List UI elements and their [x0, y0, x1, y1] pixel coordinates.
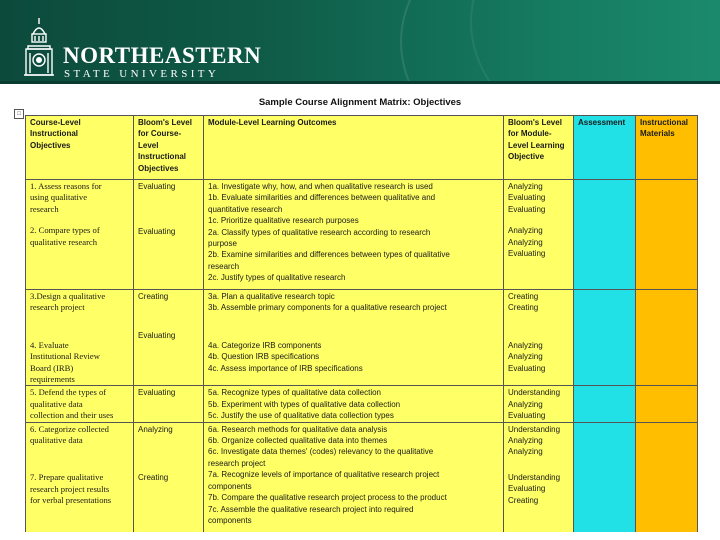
module-outcomes-cell: 5a. Recognize types of qualitative data collection 5b. Experiment with types of qualitative data collection 5c. Justify the use of qualitative data collection types: [204, 386, 504, 422]
bloom-course-cell: Evaluating: [134, 386, 204, 422]
bloom-module-cell: Creating Creating Analyzing Analyzing Evaluating: [504, 290, 574, 386]
document-title: Sample Course Alignment Matrix: Objectives: [258, 97, 462, 108]
header-instructional-materials: Instructional Materials: [636, 116, 698, 180]
assessment-cell[interactable]: [574, 422, 636, 532]
university-name: NORTHEASTERN: [63, 43, 262, 68]
materials-cell[interactable]: [636, 180, 698, 290]
table-row: [26, 180, 698, 290]
alignment-matrix-table: [25, 115, 698, 533]
assessment-cell[interactable]: [574, 180, 636, 290]
university-banner: [0, 0, 720, 84]
module-outcomes-cell: 6a. Research methods for qualitative data analysis 6b. Organize collected qualitative data into themes 6c. Investigate data themes' (codes) relevancy to the qualitative research project 7a. Recognize levels of importance of qualitative research project components 7b. Compare the qualitative research project process to the product 7c. Assemble the qualitative research project into required components: [204, 422, 504, 532]
bloom-module-cell: Analyzing Evaluating Evaluating Analyzing Analyzing Evaluating: [504, 180, 574, 290]
bloom-course-cell: Evaluating Evaluating: [134, 180, 204, 290]
slide-bottom-margin: [0, 532, 720, 540]
materials-cell[interactable]: [636, 422, 698, 532]
assessment-cell[interactable]: [574, 386, 636, 422]
bloom-course-cell: Analyzing Creating: [134, 422, 204, 532]
header-bloom-course: Bloom's Level for Course- Level Instructional Objectives: [134, 116, 204, 180]
university-subtitle: STATE UNIVERSITY: [64, 68, 220, 80]
materials-cell[interactable]: [636, 290, 698, 386]
seminary-tower-logo-icon: [22, 16, 56, 78]
course-objectives-cell: 1. Assess reasons for using qualitative research 2. Compare types of qualitative research: [26, 180, 134, 290]
banner-decoration-arc-2: [470, 0, 720, 84]
table-row: [26, 386, 698, 422]
materials-cell[interactable]: [636, 386, 698, 422]
assessment-cell[interactable]: [574, 290, 636, 386]
document-paste-icon[interactable]: □: [14, 109, 24, 119]
header-row: [26, 116, 698, 180]
bloom-module-cell: Understanding Analyzing Analyzing Understanding Evaluating Creating: [504, 422, 574, 532]
header-assessment: Assessment: [574, 116, 636, 180]
header-bloom-module: Bloom's Level for Module- Level Learning Objective: [504, 116, 574, 180]
course-objectives-cell: 6. Categorize collected qualitative data 7. Prepare qualitative research project results for verbal presentations: [26, 422, 134, 532]
table-row: [26, 422, 698, 532]
module-outcomes-cell: 1a. Investigate why, how, and when qualitative research is used 1b. Evaluate similarities and differences between qualitative and quantitative research 1c. Prioritize qualitative research purposes 2a. Classify types of qualitative research according to research purpose 2b. Examine similarities and differences between types of qualitative research 2c. Justify types of qualitative research: [204, 180, 504, 290]
module-outcomes-cell: 3a. Plan a qualitative research topic 3b. Assemble primary components for a qualitative research project 4a. Categorize IRB components 4b. Question IRB specifications 4c. Assess importance of IRB specifications: [204, 290, 504, 386]
course-objectives-cell: 3.Design a qualitative research project 4. Evaluate Institutional Review Board (IRB) requirements: [26, 290, 134, 386]
course-objectives-cell: 5. Defend the types of qualitative data collection and their uses: [26, 386, 134, 422]
header-course-objectives: Course-Level Instructional Objectives: [26, 116, 134, 180]
header-module-outcomes: Module-Level Learning Outcomes: [204, 116, 504, 180]
bloom-course-cell: Creating Evaluating: [134, 290, 204, 386]
table-row: [26, 290, 698, 386]
bloom-module-cell: Understanding Analyzing Evaluating: [504, 386, 574, 422]
